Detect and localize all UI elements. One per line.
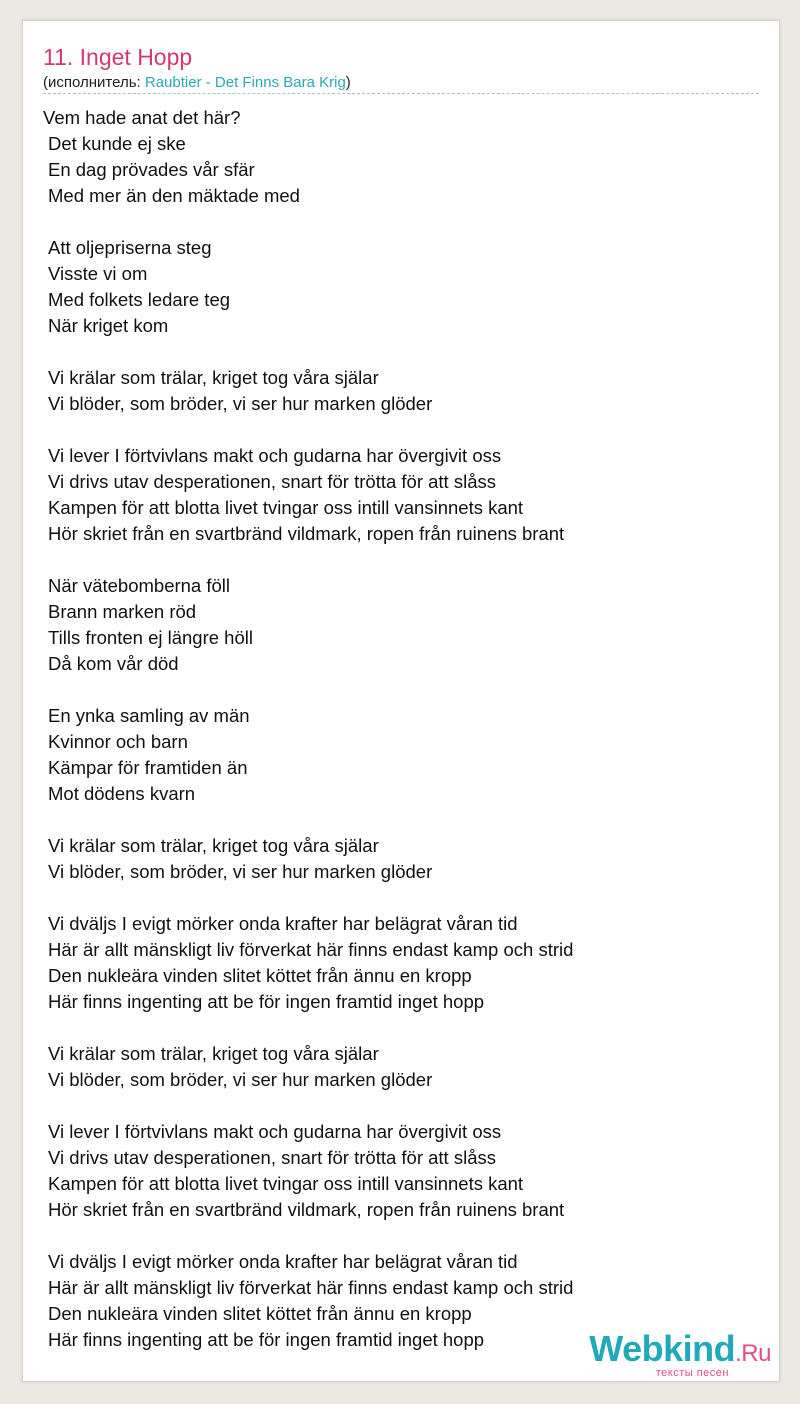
lyric-line: Vi dväljs I evigt mörker onda krafter har belägrat våran tid	[48, 913, 518, 934]
lyric-line: Tills fronten ej längre höll	[48, 627, 253, 648]
lyric-line: Hör skriet från en svartbränd vildmark, ropen från ruinens brant	[48, 1199, 565, 1220]
stanza-gap	[43, 1015, 763, 1041]
lyric-line: Kvinnor och barn	[48, 731, 188, 752]
artist-byline	[43, 73, 351, 93]
stanza-gap	[43, 417, 763, 443]
lyric-line: Här är allt mänskligt liv förverkat här finns endast kamp och strid	[48, 1277, 574, 1298]
lyric-line: Mot dödens kvarn	[48, 783, 196, 804]
lyrics-sheet	[22, 20, 780, 1382]
byline-suffix: )	[345, 74, 351, 91]
lyric-line: Den nukleära vinden slitet köttet från ännu en kropp	[48, 1303, 472, 1324]
lyric-line: Vi drivs utav desperationen, snart för trötta för att slåss	[48, 1147, 496, 1168]
lyric-line: Att oljepriserna steg	[48, 237, 212, 258]
lyric-line: Vi krälar som trälar, kriget tog våra själar	[48, 367, 379, 388]
artist-album-link[interactable]: Raubtier - Det Finns Bara Krig	[144, 74, 346, 91]
byline-prefix: (исполнитель:	[43, 74, 145, 91]
logo-name: Webkind	[589, 1328, 736, 1369]
lyric-line: Vi lever I förtvivlans makt och gudarna har övergivit oss	[48, 445, 502, 466]
lyric-line: Vi blöder, som bröder, vi ser hur marken glöder	[48, 393, 433, 414]
stanza-gap	[43, 885, 763, 911]
stanza-gap	[43, 547, 763, 573]
lyric-line: Brann marken röd	[48, 601, 197, 622]
lyric-line: Den nukleära vinden slitet köttet från ännu en kropp	[48, 965, 472, 986]
lyric-line: Vi krälar som trälar, kriget tog våra själar	[48, 1043, 379, 1064]
stanza-gap	[43, 1093, 763, 1119]
lyric-line: Visste vi om	[48, 263, 148, 284]
lyric-line: Hör skriet från en svartbränd vildmark, ropen från ruinens brant	[48, 523, 565, 544]
lyric-line: Här finns ingenting att be för ingen framtid inget hopp	[48, 1329, 485, 1350]
lyric-line: Vi krälar som trälar, kriget tog våra själar	[48, 835, 379, 856]
lyric-line: Vi blöder, som bröder, vi ser hur marken glöder	[48, 861, 433, 882]
site-logo[interactable]	[589, 1328, 771, 1379]
lyrics-body	[43, 105, 763, 1353]
logo-wordmark	[589, 1328, 771, 1372]
logo-tagline: тексты песен	[655, 1367, 729, 1379]
stanza-gap	[43, 807, 763, 833]
song-title: 11. Inget Hopp	[43, 44, 193, 70]
logo-tld: .Ru	[735, 1340, 771, 1367]
lyric-line: Kampen för att blotta livet tvingar oss intill vansinnets kant	[48, 1173, 524, 1194]
lyric-line: Kämpar för framtiden än	[48, 757, 248, 778]
lyric-line: Med mer än den mäktade med	[48, 185, 300, 206]
lyric-line: Kampen för att blotta livet tvingar oss intill vansinnets kant	[48, 497, 524, 518]
lyric-line: När vätebomberna föll	[48, 575, 231, 596]
stanza-gap	[43, 209, 763, 235]
stanza-gap	[43, 339, 763, 365]
lyric-line: Då kom vår död	[48, 653, 179, 674]
lyric-line: Vi dväljs I evigt mörker onda krafter har belägrat våran tid	[48, 1251, 518, 1272]
stanza-gap	[43, 677, 763, 703]
lyric-line: En ynka samling av män	[48, 705, 250, 726]
lyric-line: Vi lever I förtvivlans makt och gudarna har övergivit oss	[48, 1121, 502, 1142]
lyric-line: Här finns ingenting att be för ingen framtid inget hopp	[48, 991, 485, 1012]
lyric-line: Det kunde ej ske	[48, 133, 186, 154]
lyric-line: Vem hade anat det här?	[43, 107, 241, 128]
lyric-line: Här är allt mänskligt liv förverkat här finns endast kamp och strid	[48, 939, 574, 960]
lyric-line: Vi blöder, som bröder, vi ser hur marken glöder	[48, 1069, 433, 1090]
lyric-line: Med folkets ledare teg	[48, 289, 231, 310]
lyric-line: När kriget kom	[48, 315, 169, 336]
lyric-line: Vi drivs utav desperationen, snart för trötta för att slåss	[48, 471, 496, 492]
header-divider	[43, 93, 759, 94]
stanza-gap	[43, 1223, 763, 1249]
lyric-line: En dag prövades vår sfär	[48, 159, 255, 180]
